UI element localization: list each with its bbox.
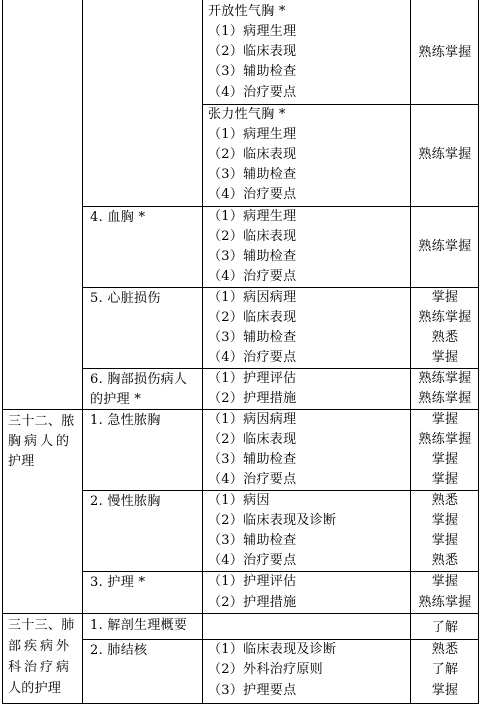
requirement-level: 掌握 <box>431 350 459 365</box>
column-divider <box>82 0 83 704</box>
topic-jiepou: 1. 解剖生理概要 <box>90 618 188 633</box>
subtopic-item: （3）辅助检查 <box>208 452 297 467</box>
subtopic-item: （1）病因 <box>208 493 270 508</box>
requirement-level: 掌握 <box>431 683 459 698</box>
subtopic-item: （4）治疗要点 <box>208 472 297 487</box>
requirement-level: 熟悉 <box>431 493 459 508</box>
requirement-level: 熟悉 <box>431 330 459 345</box>
subtopic-item: （2）临床表现 <box>208 44 297 59</box>
subtopic-item: （3）辅助检查 <box>208 330 297 345</box>
subtopic-item: （1）病因病理 <box>208 412 297 427</box>
subtopic-item: （4）治疗要点 <box>208 187 297 202</box>
section-33-title-line: 三十三、肺 <box>8 618 75 633</box>
subtopic-item: （1）病理生理 <box>208 209 297 224</box>
subtopic-item: （2）护理措施 <box>208 595 297 610</box>
subtopic-item: （1）护理评估 <box>208 574 297 589</box>
subtopic-item: （1）护理评估 <box>208 371 297 386</box>
topic-manxing: 2. 慢性脓胸 <box>90 494 161 509</box>
subtopic-item: （4）治疗要点 <box>208 350 297 365</box>
subtopic-item: （3）护理要点 <box>208 683 297 698</box>
subtopic-title: 张力性气胸 * <box>208 107 286 122</box>
requirement-level: 熟练掌握 <box>418 371 472 386</box>
requirement-level: 熟练掌握 <box>418 239 472 254</box>
subtopic-item: （3）辅助检查 <box>208 64 297 79</box>
subtopic-item: （1）病因病理 <box>208 290 297 305</box>
requirement-level: 掌握 <box>431 290 459 305</box>
row-divider <box>2 613 479 614</box>
subtopic-item: （4）治疗要点 <box>208 553 297 568</box>
requirement-level: 熟练掌握 <box>418 595 472 610</box>
section-33-title-line: 人的护理 <box>8 681 62 696</box>
table-border-left <box>2 0 3 704</box>
section-32-title-line: 护理 <box>8 454 35 469</box>
subtopic-item: （2）外科治疗原则 <box>208 662 323 677</box>
topic-feijiehe: 2. 肺结核 <box>90 643 148 658</box>
topic-xinzang: 5. 心脏损伤 <box>90 291 161 306</box>
column-divider <box>202 0 203 704</box>
subtopic-item: （4）治疗要点 <box>208 85 297 100</box>
subtopic-item: （2）临床表现 <box>208 432 297 447</box>
requirement-level: 掌握 <box>431 513 459 528</box>
requirement-level: 熟练掌握 <box>418 391 472 406</box>
requirement-level: 熟悉 <box>431 642 459 657</box>
subtopic-item: （1）病理生理 <box>208 24 297 39</box>
subtopic-item: （2）临床表现及诊断 <box>208 513 337 528</box>
topic-jixing: 1. 急性脓胸 <box>90 413 161 428</box>
subtopic-item: （3）辅助检查 <box>208 533 297 548</box>
subtopic-item: （3）辅助检查 <box>208 249 297 264</box>
requirement-level: 掌握 <box>431 533 459 548</box>
requirement-level: 熟练掌握 <box>418 432 472 447</box>
subtopic-item: （3）辅助检查 <box>208 167 297 182</box>
section-33-title-line: 部疾病外 <box>8 639 73 654</box>
topic-xuexiong: 4. 血胸 * <box>90 210 146 225</box>
requirement-level: 了解 <box>431 620 459 635</box>
section-32-title-line: 胸病人的 <box>8 434 73 449</box>
subtopic-item: （1）临床表现及诊断 <box>208 642 337 657</box>
section-32-title-line: 三十二、脓 <box>8 414 75 429</box>
requirement-level: 掌握 <box>431 412 459 427</box>
section-33-title-line: 科治疗病 <box>8 660 73 675</box>
subtopic-item: （2）临床表现 <box>208 147 297 162</box>
requirement-level: 掌握 <box>431 452 459 467</box>
subtopic-item: （2）临床表现 <box>208 310 297 325</box>
subtopic-title: 开放性气胸 * <box>208 4 286 19</box>
requirement-level: 熟练掌握 <box>418 147 472 162</box>
requirement-level: 熟练掌握 <box>418 310 472 325</box>
subtopic-item: （2）护理措施 <box>208 391 297 406</box>
topic-huli: 3. 护理 * <box>90 575 146 590</box>
requirement-level: 掌握 <box>431 574 459 589</box>
requirement-level: 熟练掌握 <box>418 45 472 60</box>
subtopic-item: （1）病理生理 <box>208 127 297 142</box>
subtopic-item: （2）临床表现 <box>208 229 297 244</box>
requirement-level: 熟悉 <box>431 553 459 568</box>
subtopic-item: （4）治疗要点 <box>208 269 297 284</box>
requirement-level: 了解 <box>431 662 459 677</box>
topic-xiongbu-line1: 6. 胸部损伤病人 <box>90 372 188 387</box>
topic-xiongbu-line2: 的护理 * <box>90 392 142 407</box>
requirement-level: 掌握 <box>431 472 459 487</box>
